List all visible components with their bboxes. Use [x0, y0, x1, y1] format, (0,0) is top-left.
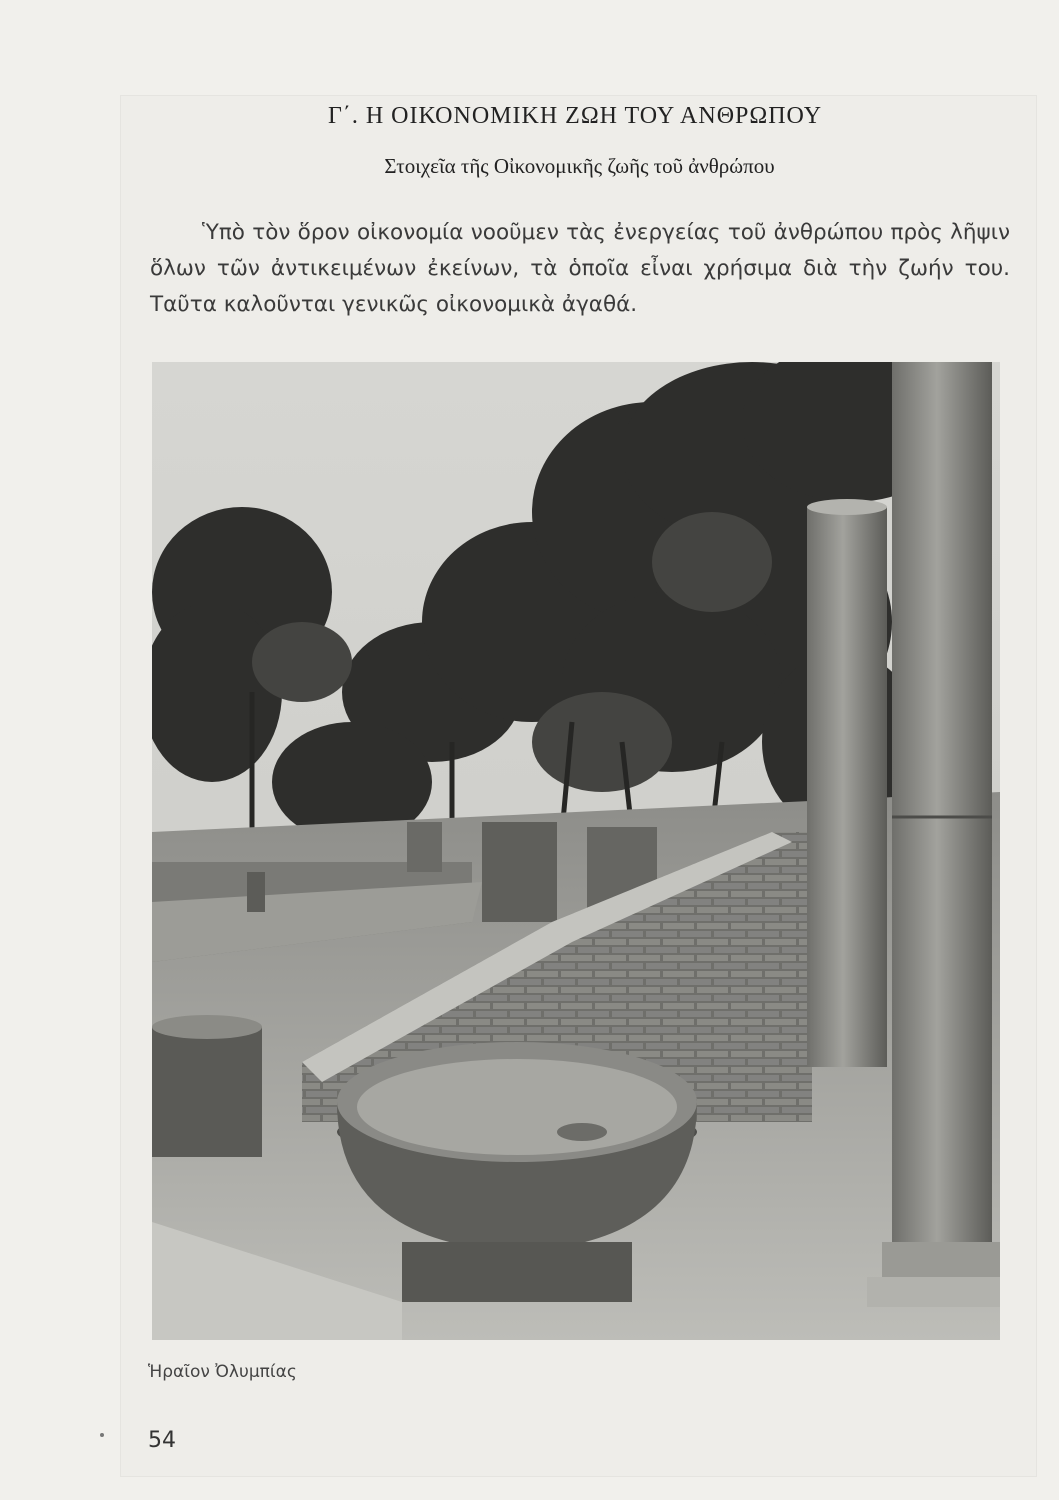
print-speck [100, 1433, 104, 1437]
page-number: 54 [148, 1428, 176, 1453]
photo-caption: Ἡραῖον Ὀλυμπίας [148, 1362, 297, 1382]
photo-illustration [152, 362, 1000, 1340]
section-subheading: Στοιχεῖα τῆς Οἰκονομικῆς ζωῆς τοῦ ἀνθρώπου [384, 154, 775, 178]
chapter-heading: Γ΄. Η ΟΙΚΟΝΟΜΙΚΗ ΖΩΗ ΤΟΥ ΑΝΘΡΩΠΟΥ [327, 103, 823, 129]
paragraph-text: Ὑπὸ τὸν ὅρον οἰκονομία νοοῦμεν τὰς ἐνεργείας τοῦ ἀνθρώπου πρὸς λῆψιν ὅλων τῶν ἀντικειμένων ἐκείνων, τὰ ὁποῖα εἶναι χρήσιμα διὰ τὴν ζωήν του. Ταῦτα καλοῦνται γενικῶς οἰκονομικὰ ἀγαθά. [150, 220, 1010, 317]
body-paragraph [150, 215, 1010, 323]
photograph-heraion-olympia [152, 362, 1000, 1340]
